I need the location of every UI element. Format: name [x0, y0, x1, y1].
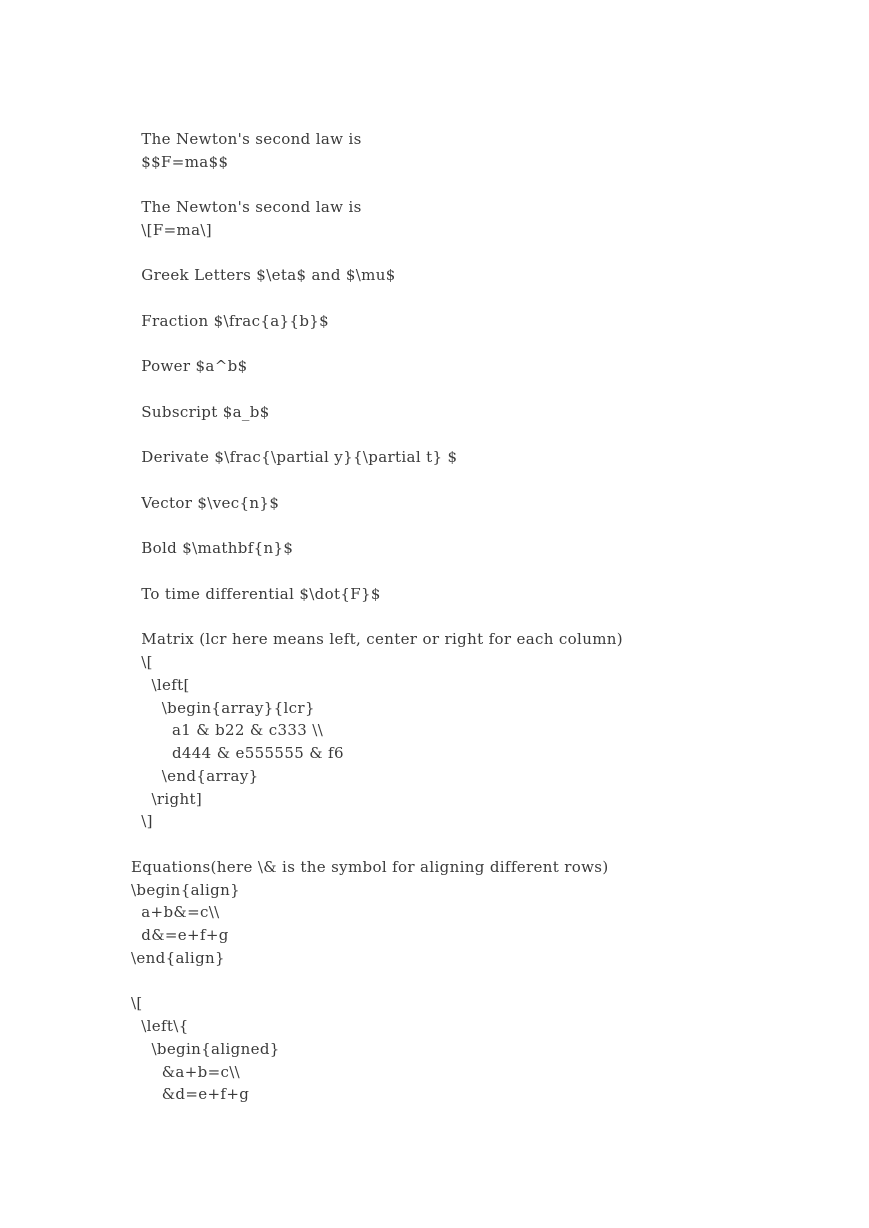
text-line: \right]: [131, 790, 203, 808]
text-line: Equations(here \& is the symbol for aligning different rows): [131, 858, 609, 876]
text-line: \]: [131, 812, 153, 830]
text-line: \begin{align}: [131, 881, 241, 899]
text-line: &d=e+f+g: [131, 1085, 250, 1103]
text-line: Fraction $\frac{a}{b}$: [131, 312, 330, 330]
text-line: a1 & b22 & c333 \\: [131, 721, 324, 739]
text-line: \begin{aligned}: [131, 1040, 280, 1058]
text-line: \[: [131, 994, 143, 1012]
text-line: d444 & e555555 & f6: [131, 744, 344, 762]
text-line: \end{array}: [131, 767, 259, 785]
text-line: Matrix (lcr here means left, center or right for each column): [131, 630, 623, 648]
text-line: Power $a^b$: [131, 357, 248, 375]
text-line: \begin{array}{lcr}: [131, 699, 315, 717]
text-line: \[: [131, 653, 153, 671]
text-line: Vector $\vec{n}$: [131, 494, 280, 512]
text-line: \[F=ma\]: [131, 221, 212, 239]
text-line: d&=e+f+g: [131, 926, 229, 944]
text-line: a+b&=c\\: [131, 903, 220, 921]
text-line: \end{align}: [131, 949, 225, 967]
text-line: &a+b=c\\: [131, 1063, 241, 1081]
text-line: $$F=ma$$: [131, 153, 229, 171]
text-line: \left[: [131, 676, 190, 694]
text-line: Bold $\mathbf{n}$: [131, 539, 294, 557]
text-line: To time differential $\dot{F}$: [131, 585, 381, 603]
text-line: Subscript $a_b$: [131, 403, 270, 421]
text-line: Greek Letters $\eta$ and $\mu$: [131, 266, 396, 284]
text-line: The Newton's second law is: [131, 130, 362, 148]
text-line: The Newton's second law is: [131, 198, 362, 216]
text-line: Derivate $\frac{\partial y}{\partial t} $: [131, 448, 458, 466]
text-line: \left\{: [131, 1017, 189, 1035]
